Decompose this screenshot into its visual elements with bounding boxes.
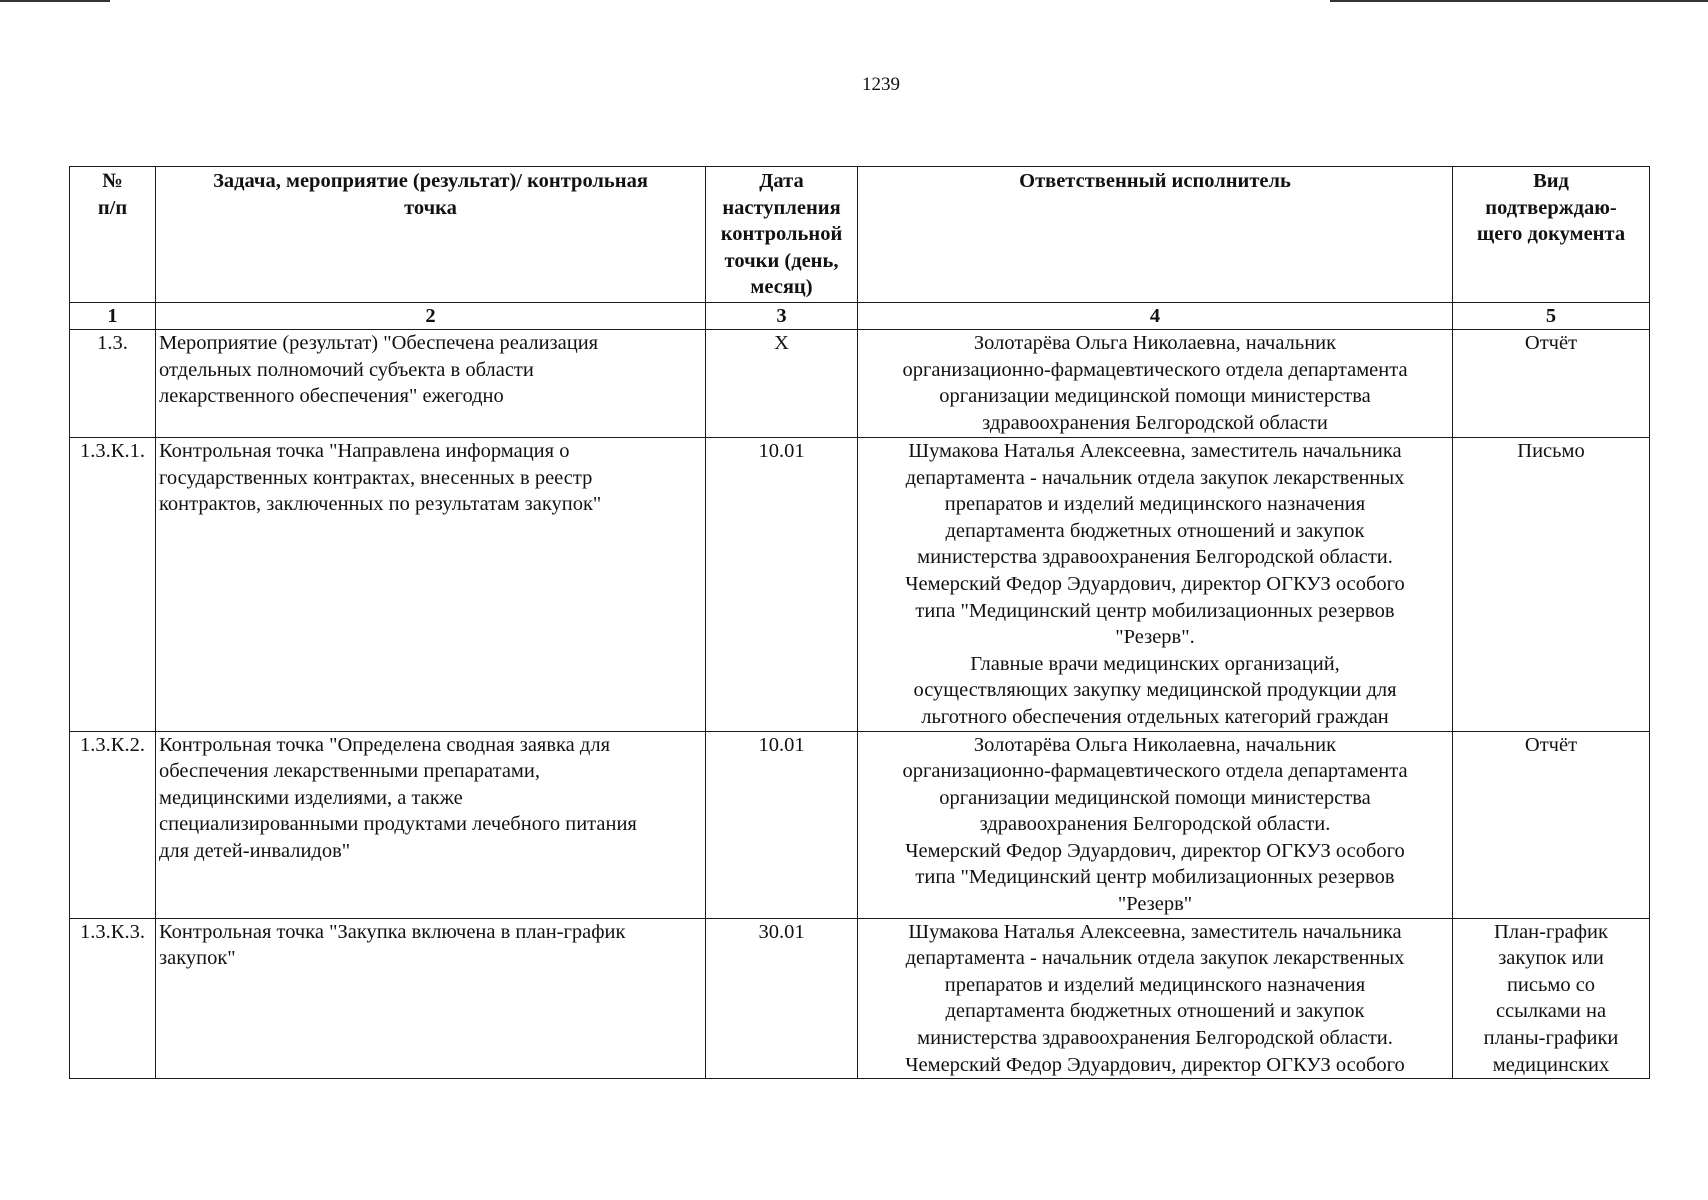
row-number: 1.3.: [70, 329, 156, 437]
column-number-row: [70, 302, 1650, 329]
task-cell: Мероприятие (результат) "Обеспечена реализация отдельных полномочий субъекта в области лекарственного обеспечения" ежегодно: [156, 329, 706, 437]
column-number: 4: [858, 302, 1453, 329]
header-date: Дата наступления контрольной точки (день, месяц): [706, 167, 858, 303]
table-header-row: [70, 167, 1650, 303]
document-type-cell: Отчёт: [1453, 329, 1650, 437]
column-number: 5: [1453, 302, 1650, 329]
executor-cell: Шумакова Наталья Алексеевна, заместитель начальника департамента - начальник отдела закупок лекарственных препаратов и изделий медицинского назначения департамента бюджетных отношений и закупок министерства здравоохранения Белгородской области. Чемерский Федор Эдуардович, директор ОГКУЗ особого типа "Медицинский центр мобилизационных резервов "Резерв". Главные врачи медицинских организаций, осуществляющих закупку медицинской продукции для льготного обеспечения отдельных категорий граждан: [858, 437, 1453, 731]
executor-cell: Золотарёва Ольга Николаевна, начальник организационно-фармацевтического отдела департамента организации медицинской помощи министерства здравоохранения Белгородской области. Чемерский Федор Эдуардович, директор ОГКУЗ особого типа "Медицинский центр мобилизационных резервов "Резерв": [858, 731, 1453, 918]
task-cell: Контрольная точка "Закупка включена в план-график закупок": [156, 918, 706, 1079]
table-row: [70, 437, 1650, 731]
date-cell: X: [706, 329, 858, 437]
row-number: 1.3.К.2.: [70, 731, 156, 918]
document-type-cell: Отчёт: [1453, 731, 1650, 918]
task-cell: Контрольная точка "Определена сводная заявка для обеспечения лекарственными препаратами, медицинскими изделиями, а также специализированными продуктами лечебного питания для детей-инвалидов": [156, 731, 706, 918]
task-cell: Контрольная точка "Направлена информация о государственных контрактах, внесенных в реестр контрактов, заключенных по результатам закупок": [156, 437, 706, 731]
table-row: [70, 731, 1650, 918]
column-number: 1: [70, 302, 156, 329]
header-row-number: № п/п: [70, 167, 156, 303]
header-document-type: Вид подтверждаю- щего документа: [1453, 167, 1650, 303]
date-cell: 10.01: [706, 437, 858, 731]
column-number: 3: [706, 302, 858, 329]
table-row: [70, 918, 1650, 1079]
page-number: 1239: [862, 74, 900, 95]
date-cell: 30.01: [706, 918, 858, 1079]
document-type-cell: Письмо: [1453, 437, 1650, 731]
executor-cell: Золотарёва Ольга Николаевна, начальник организационно-фармацевтического отдела департамента организации медицинской помощи министерства здравоохранения Белгородской области: [858, 329, 1453, 437]
row-number: 1.3.К.1.: [70, 437, 156, 731]
date-cell: 10.01: [706, 731, 858, 918]
header-task: Задача, мероприятие (результат)/ контрольная точка: [156, 167, 706, 303]
executor-cell: Шумакова Наталья Алексеевна, заместитель начальника департамента - начальник отдела закупок лекарственных препаратов и изделий медицинского назначения департамента бюджетных отношений и закупок министерства здравоохранения Белгородской области. Чемерский Федор Эдуардович, директор ОГКУЗ особого: [858, 918, 1453, 1079]
row-number: 1.3.К.3.: [70, 918, 156, 1079]
table-row: [70, 329, 1650, 437]
control-points-table: [69, 166, 1650, 1079]
document-type-cell: План-график закупок или письмо со ссылками на планы-графики медицинских: [1453, 918, 1650, 1079]
header-executor: Ответственный исполнитель: [858, 167, 1453, 303]
scan-edge-line-left: [0, 0, 110, 2]
column-number: 2: [156, 302, 706, 329]
scan-edge-line-right: [1330, 0, 1708, 2]
